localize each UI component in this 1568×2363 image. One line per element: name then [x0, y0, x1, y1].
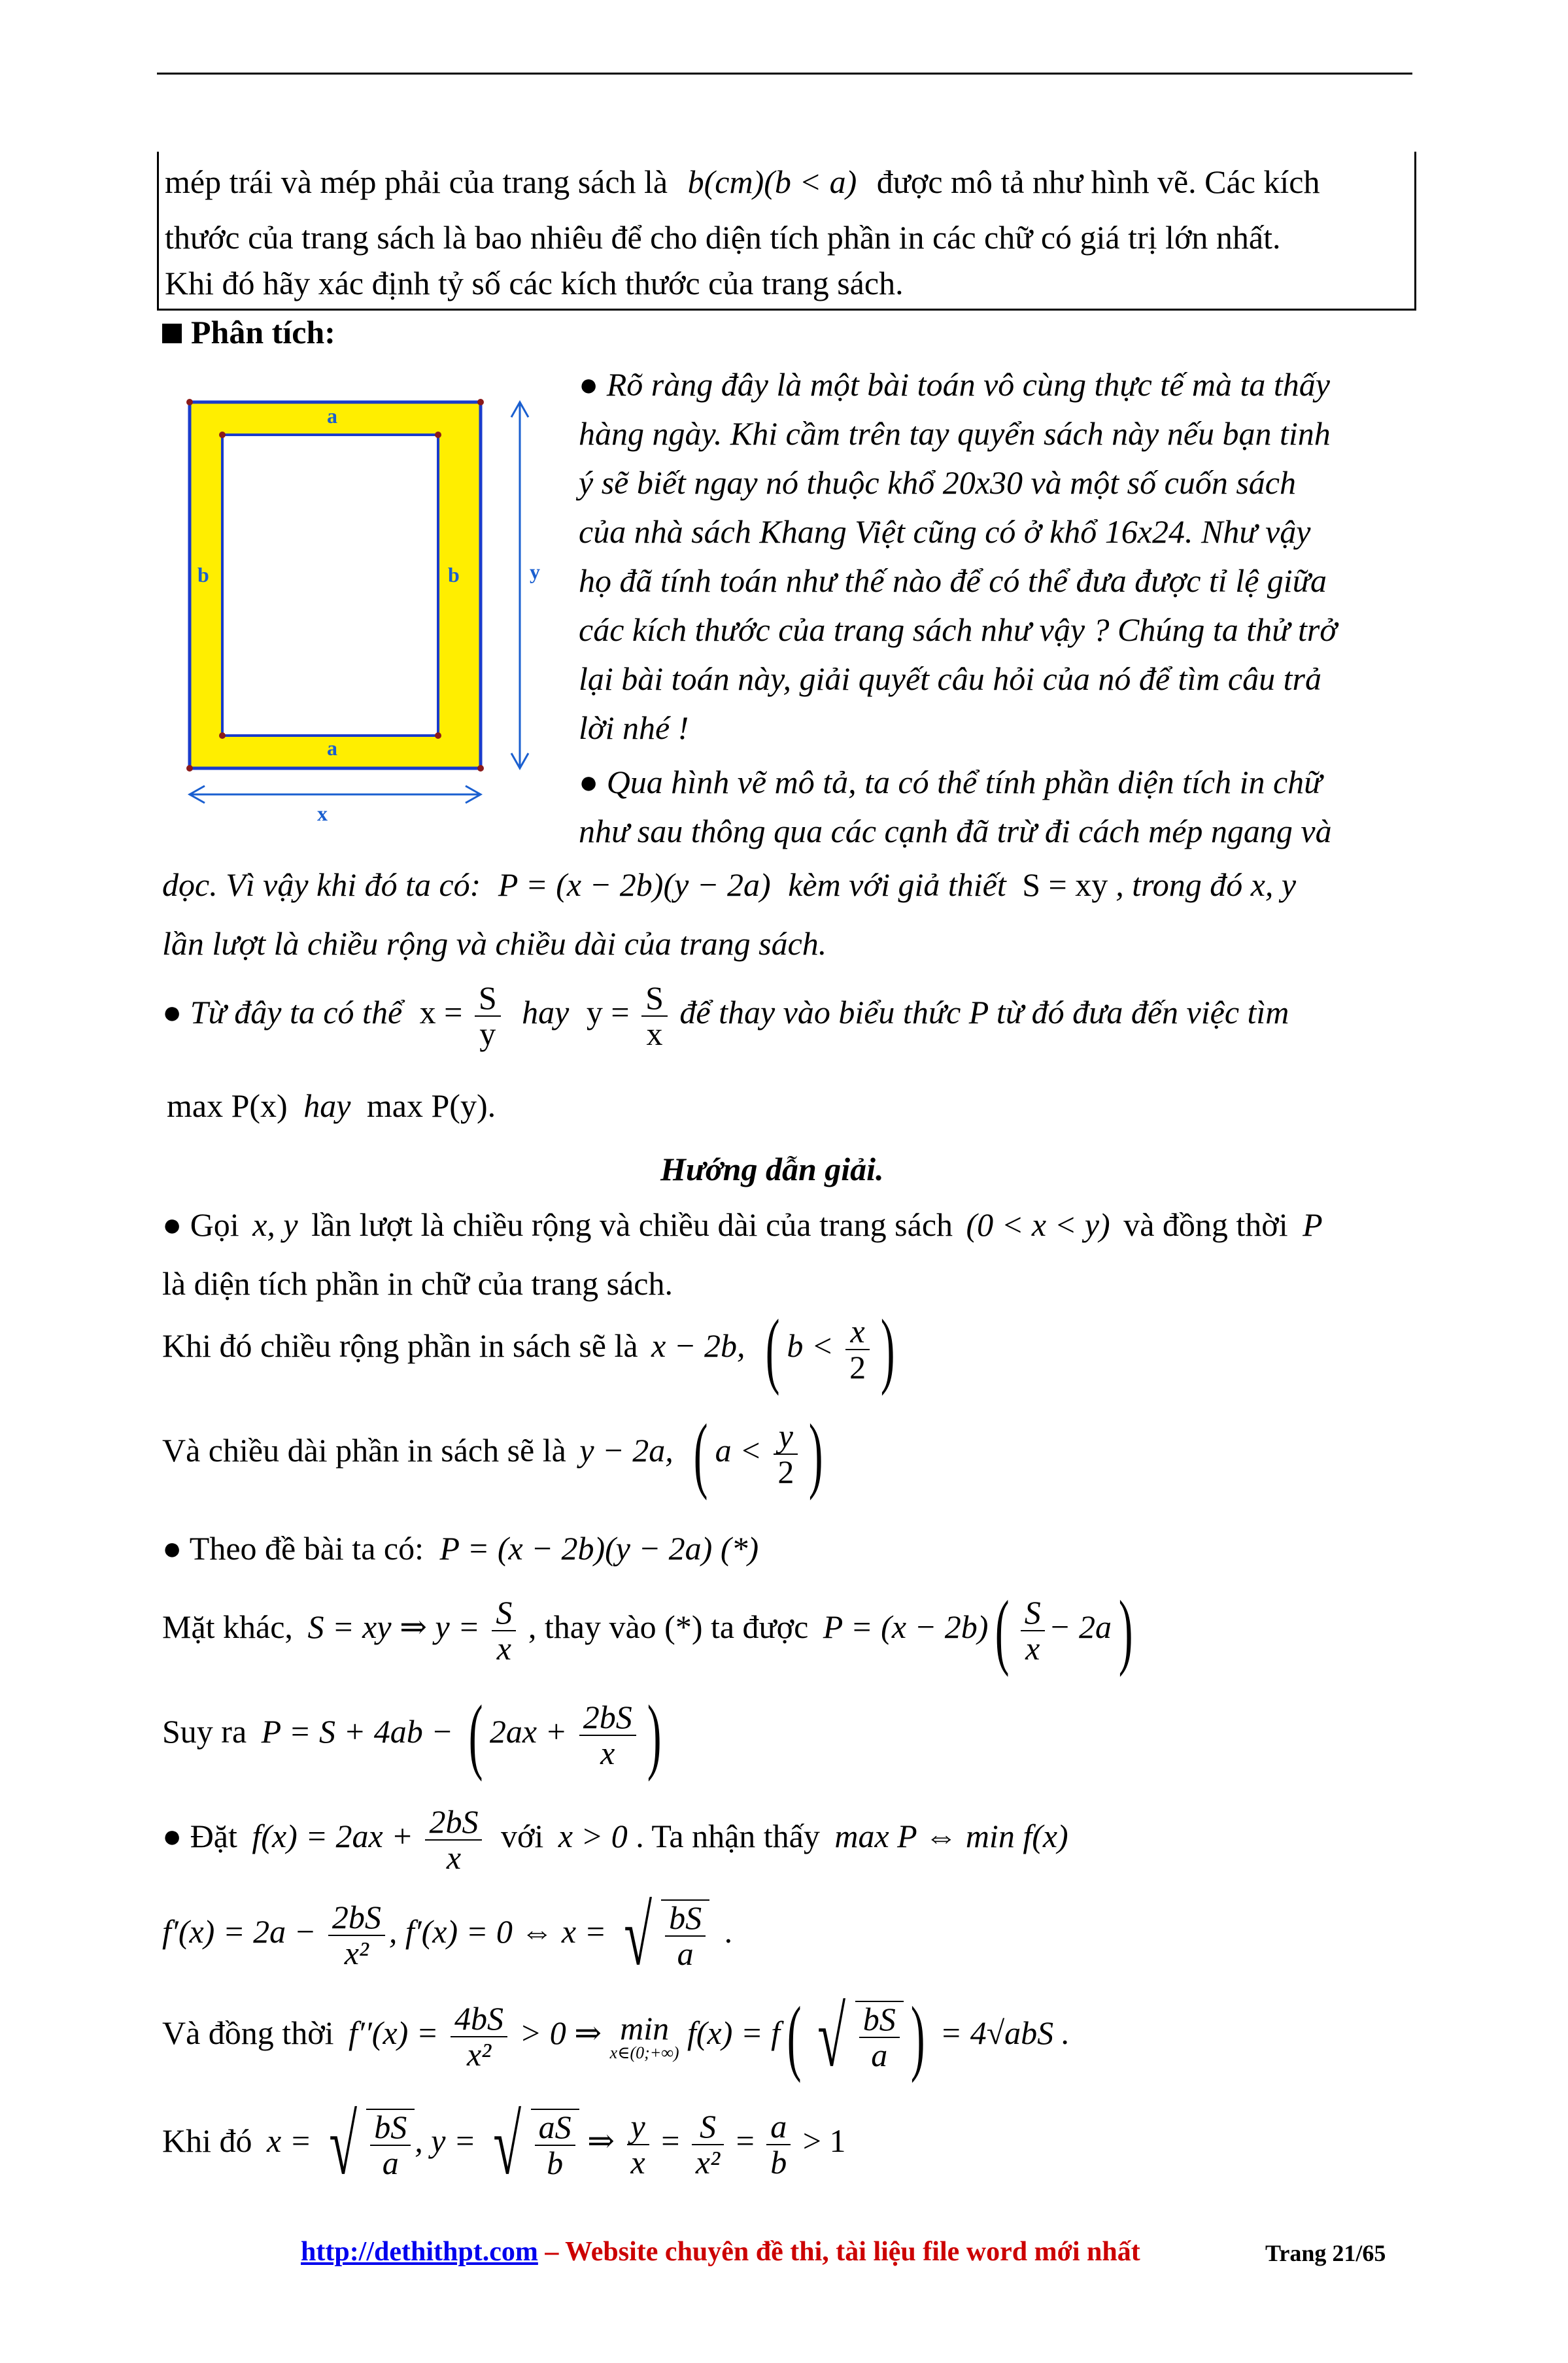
solution-line-10: Và đồng thời f′′(x) = $\frac{4bS}{\text{x²}}$ > 0 ⇒ min x∈(0;+∞) f(x) = f( √ $\frac{bS}{a}$ ) = 4√abS . [162, 1989, 1070, 2084]
label-x: x [317, 802, 328, 825]
solution-line-6: Mặt khác, S = xy ⇒ y = $\frac{S}{x}$ , thay vào (*) ta được P = (x − 2b)( $\frac{S}{x}$ − 2a) [162, 1583, 1133, 1678]
label-b-left: b [197, 563, 209, 586]
page-number: Trang 21/65 [1265, 2240, 1386, 2266]
analysis-heading: Phân tích: [162, 314, 335, 352]
analysis-p2-line-4: lần lượt là chiều rộng và chiều dài của trang sách. [162, 925, 827, 962]
analysis-p1-line-2: hàng ngày. Khi cầm trên tay quyển sách này nếu bạn tinh [579, 415, 1331, 452]
solution-line-2: là diện tích phần in chữ của trang sách. [162, 1265, 673, 1302]
analysis-p1-line-4: của nhà sách Khang Việt cũng có ở khổ 16x24. Như vậy [579, 513, 1311, 550]
label-y: y [530, 560, 540, 583]
problem-line-3: Khi đó hãy xác định tỷ số các kích thước của trang sách. [165, 265, 904, 301]
analysis-p2-line-1: ● Qua hình vẽ mô tả, ta có thể tính phần diện tích in chữ [579, 764, 1322, 800]
footer [301, 2236, 1140, 2268]
label-a-bottom: a [327, 736, 337, 760]
page-diagram [170, 386, 562, 830]
analysis-p1-line-7: lại bài toán này, giải quyết câu hỏi của nó để tìm câu trả [579, 660, 1321, 697]
solution-line-1: ● Gọi x, y lần lượt là chiều rộng và chiều dài của trang sách (0 < x < y) và đồng thời P [162, 1206, 1323, 1243]
analysis-p1-line-6: các kích thước của trang sách như vậy ? Chúng ta thử trở [579, 611, 1337, 648]
analysis-p1-line-8: lời nhé ! [579, 709, 689, 746]
solution-line-7: Suy ra P = S + 4ab − ( 2ax + $\frac{2bS}{x}$ ) [162, 1688, 662, 1782]
label-b-right: b [448, 563, 460, 586]
solution-heading: Hướng dẫn giải. [660, 1151, 884, 1187]
footer-link[interactable]: http://dethithpt.com [301, 2237, 538, 2267]
header-rule [157, 73, 1412, 75]
analysis-p4: max P(x) hay max P(y). [167, 1087, 496, 1124]
solution-line-5: ● Theo đề bài ta có: P = (x − 2b)(y − 2a) (*) [162, 1530, 759, 1567]
print-area-rect [222, 435, 438, 736]
solution-line-3: Khi đó chiều rộng phần in sách sẽ là x − 2b, ( b < $\frac{x}{2}$ ) [162, 1302, 895, 1397]
problem-line-1: mép trái và mép phải của trang sách là b(cm)(b < a) được mô tả như hình vẽ. Các kích [165, 163, 1320, 200]
analysis-p2-line-2: như sau thông qua các cạnh đã trừ đi cách mép ngang và [579, 813, 1332, 849]
square-bullet-icon [162, 324, 182, 343]
analysis-p2-line-3: dọc. Vì vậy khi đó ta có: P = (x − 2b)(y − 2a) kèm với giả thiết S = xy , trong đó x, y [162, 866, 1297, 903]
analysis-p1-line-3: ý sẽ biết ngay nó thuộc khổ 20x30 và một số cuốn sách [579, 464, 1296, 501]
analysis-p1-line-1: ● Rõ ràng đây là một bài toán vô cùng thực tế mà ta thấy [579, 366, 1330, 403]
analysis-p1-line-5: họ đã tính toán như thế nào để có thể đưa được tỉ lệ giữa [579, 562, 1327, 599]
solution-line-11: Khi đó x = √ $\frac{bS}{a}$ , y = √ $\frac{aS}{b}$ ⇒ $\frac{y}{x}$ = $\frac{S}{\text{x²}}$ = $\frac{a}{b}$ > 1 [162, 2098, 846, 2192]
footer-text: – Website chuyên đề thi, tài liệu file word mới nhất [537, 2237, 1140, 2267]
analysis-p3: ● Từ đây ta có thể x = $\frac{S}{y}$ hay y = $\frac{S}{x}$ để thay vào biểu thức P từ đó đưa đến việc tìm [162, 979, 1289, 1052]
solution-line-8: ● Đặt f(x) = 2ax + $\frac{2bS}{x}$ với x > 0 . Ta nhận thấy max P ⇔ min f(x) [162, 1803, 1068, 1876]
solution-line-4: Và chiều dài phần in sách sẽ là y − 2a, ( a < $\frac{y}{2}$ ) [162, 1406, 823, 1501]
problem-line-2: thước của trang sách là bao nhiêu để cho diện tích phần in các chữ có giá trị lớn nhất. [165, 219, 1281, 256]
label-a-top: a [327, 404, 337, 428]
solution-line-9: f′(x) = 2a − $\frac{2bS}{\text{x²}}$ , f′(x) = 0 ⇔ x = √ $\frac{bS}{a}$ . [162, 1888, 733, 1983]
